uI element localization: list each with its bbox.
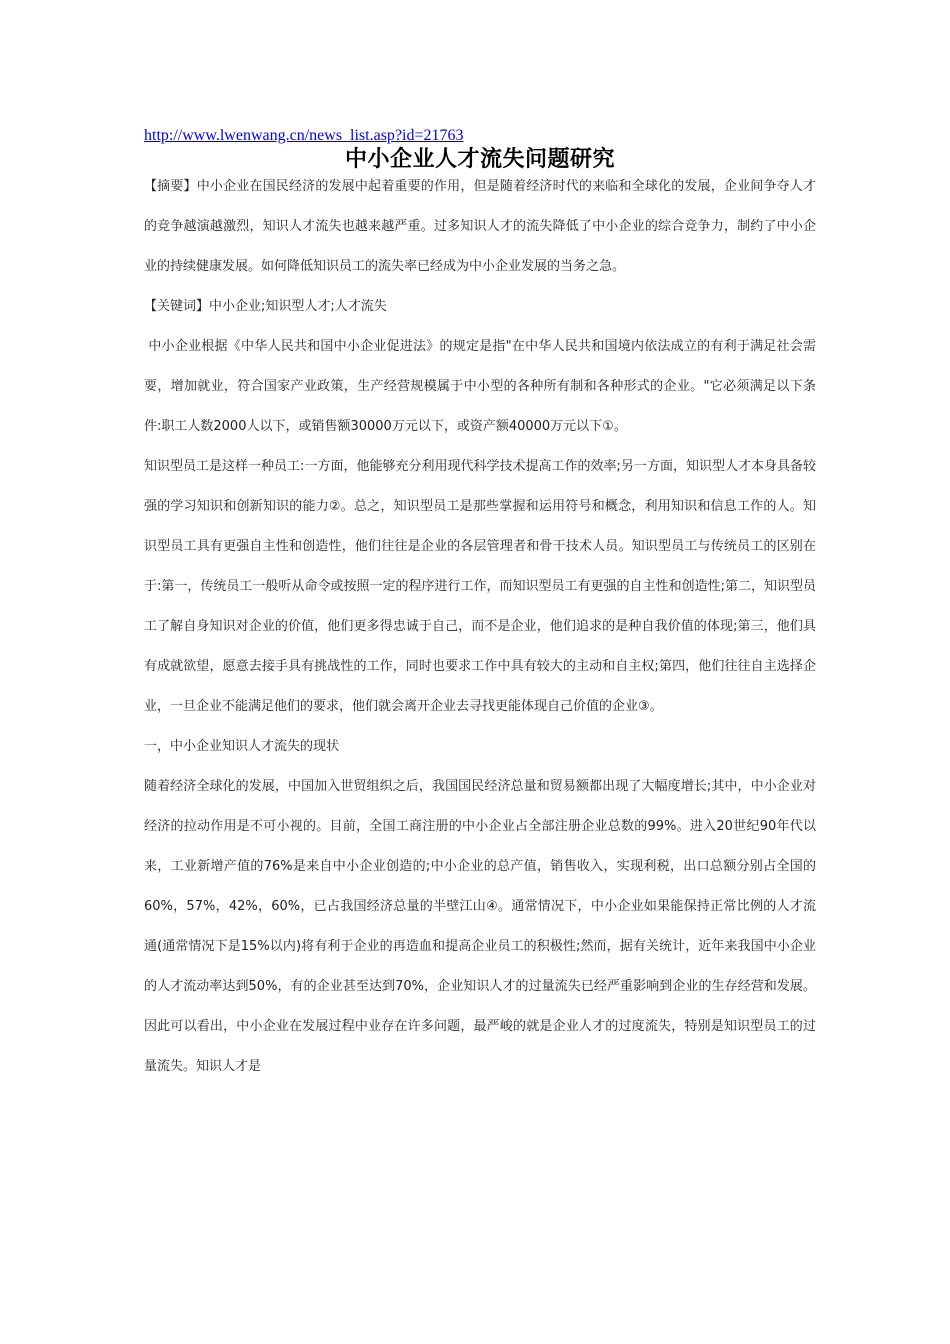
- definition-paragraph: 中小企业根据《中华人民共和国中小企业促进法》的规定是指"在中华人民共和国境内依法成立的有利于满足社会需要，增加就业，符合国家产业政策，生产经营规模属于中小型的各种所有制和各种形式的企业。"它必须满足以下条件:职工人数2000人以下，或销售额30000万元以下，或资产额40000万元以下①。: [144, 339, 816, 434]
- keywords-paragraph: 【关键词】中小企业;知识型人才;人才流失: [144, 299, 387, 314]
- document-title: 中小企业人才流失问题研究: [344, 147, 615, 172]
- abstract-paragraph: 【摘要】中小企业在国民经济的发展中起着重要的作用，但是随着经济时代的来临和全球化的发展，企业间争夺人才的竞争越演越激烈，知识人才流失也越来越严重。过多知识人才的流失降低了中小企业的综合竞争力，制约了中小企业的持续健康发展。如何降低知识员工的流失率已经成为中小企业发展的当务之急。: [144, 179, 816, 274]
- status-paragraph: 随着经济全球化的发展，中国加入世贸组织之后，我国国民经济总量和贸易额都出现了大幅度增长;其中，中小企业对经济的拉动作用是不可小视的。目前，全国工商注册的中小企业占全部注册企业总数的99%。进入20世纪90年代以来，工业新增产值的76%是来自中小企业创造的;中小企业的总产值，销售收入，实现利税，出口总额分别占全国的60%，57%，42%，60%，已占我国经济总量的半壁江山④。通常情况下，中小企业如果能保持正常比例的人才流通(通常情况下是15%以内)将有利于企业的再造血和提高企业员工的积极性;然而，据有关统计，近年来我国中小企业的人才流动率达到50%，有的企业甚至达到70%，企业知识人才的过量流失已经严重影响到企业的生存经营和发展。因此可以看出，中小企业在发展过程中业存在许多问题，最严峻的就是企业人才的过度流失，特别是知识型员工的过量流失。知识人才是: [144, 779, 816, 1074]
- source-url-link[interactable]: http://www.lwenwang.cn/news_list.asp?id=21763: [144, 127, 464, 144]
- document-page: [144, 126, 816, 1087]
- knowledge-worker-paragraph: 知识型员工是这样一种员工:一方面，他能够充分利用现代科学技术提高工作的效率;另一方面，知识型人才本身具备较强的学习知识和创新知识的能力②。总之，知识型员工是那些掌握和运用符号和概念，利用知识和信息工作的人。知识型员工具有更强自主性和创造性，他们往往是企业的各层管理者和骨干技术人员。知识型员工与传统员工的区别在于:第一，传统员工一般听从命令或按照一定的程序进行工作，而知识型员工有更强的自主性和创造性;第二，知识型员工了解自身知识对企业的价值，他们更多得忠诚于自己，而不是企业，他们追求的是种自我价值的体现;第三，他们具有成就欲望，愿意去接手具有挑战性的工作，同时也要求工作中具有较大的主动和自主权;第四，他们往往自主选择企业，一旦企业不能满足他们的要求，他们就会离开企业去寻找更能体现自己价值的企业③。: [144, 459, 816, 714]
- section-heading: 一，中小企业知识人才流失的现状: [144, 739, 340, 754]
